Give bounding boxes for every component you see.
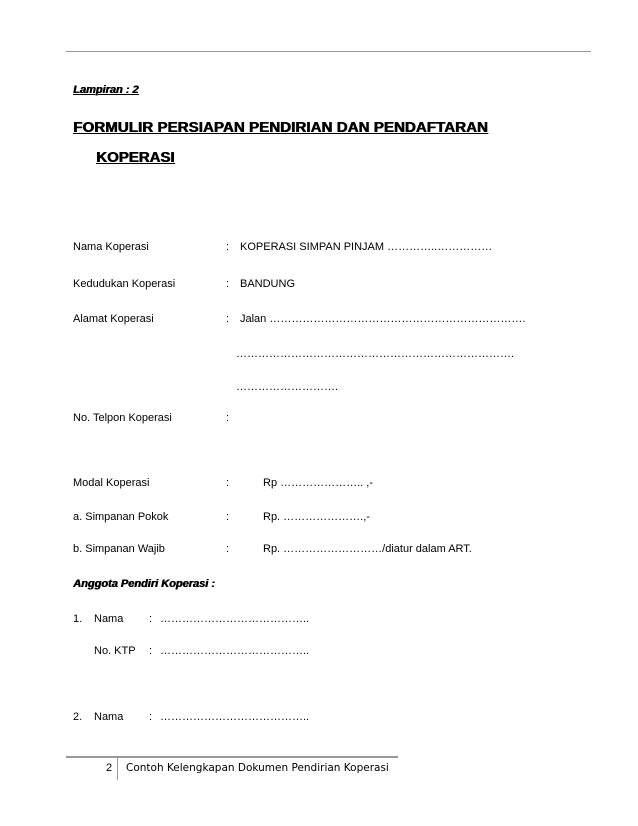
footer-divider: [117, 758, 118, 780]
member-2-nama-label: Nama: [94, 711, 124, 723]
member-1-ktp-label: No. KTP: [94, 645, 136, 657]
kedudukan-value: BANDUNG: [240, 278, 296, 290]
form-title-line1: FORMULIR PERSIAPAN PENDIRIAN DAN PENDAFTARAN: [73, 119, 488, 136]
top-rule: [66, 51, 591, 52]
modal-label: Modal Koperasi: [73, 477, 150, 489]
member-2-nama-value: …………………………………..: [160, 711, 310, 723]
simpanan-wajib-value: Rp. ………………………/diatur dalam ART.: [263, 543, 472, 555]
simpanan-pokok-value: Rp. ………………….,-: [263, 511, 370, 523]
simpanan-pokok-label: a. Simpanan Pokok: [73, 511, 169, 523]
modal-colon: :: [226, 477, 230, 489]
member-2-number: 2.: [73, 711, 83, 723]
section-anggota-pendiri: Anggota Pendiri Koperasi :: [73, 578, 215, 590]
simpanan-wajib-colon: :: [226, 543, 230, 555]
form-title-line2: KOPERASI: [96, 149, 175, 166]
nama-koperasi-label: Nama Koperasi: [73, 241, 149, 253]
footer-text: Contoh Kelengkapan Dokumen Pendirian Koperasi: [126, 762, 389, 774]
alamat-label: Alamat Koperasi: [73, 313, 154, 325]
simpanan-wajib-label: b. Simpanan Wajib: [73, 543, 165, 555]
alamat-value-line1: Jalan …………………………………………………………….: [240, 313, 526, 325]
modal-value: Rp ………………….. ,-: [263, 477, 374, 489]
alamat-value-line3: ……………………….: [236, 381, 339, 393]
telpon-label: No. Telpon Koperasi: [73, 412, 172, 424]
telpon-colon: :: [226, 412, 230, 424]
alamat-colon: :: [226, 313, 230, 325]
kedudukan-label: Kedudukan Koperasi: [73, 278, 176, 290]
nama-koperasi-value: KOPERASI SIMPAN PINJAM …………..……………: [240, 241, 493, 253]
nama-koperasi-colon: :: [226, 241, 230, 253]
member-1-ktp-value: …………………………………..: [160, 645, 310, 657]
member-1-nama-colon: :: [149, 613, 153, 625]
member-1-ktp-colon: :: [149, 645, 153, 657]
lampiran-label: Lampiran : 2: [73, 84, 139, 96]
member-1-number: 1.: [73, 613, 83, 625]
simpanan-pokok-colon: :: [226, 511, 230, 523]
page-number: 2: [106, 762, 113, 774]
member-1-nama-label: Nama: [94, 613, 124, 625]
kedudukan-colon: :: [226, 278, 230, 290]
footer-rule: [66, 756, 398, 758]
alamat-value-line2: ………………………………………………………………….: [236, 348, 515, 360]
member-1-nama-value: …………………………………..: [160, 613, 310, 625]
member-2-nama-colon: :: [149, 711, 153, 723]
